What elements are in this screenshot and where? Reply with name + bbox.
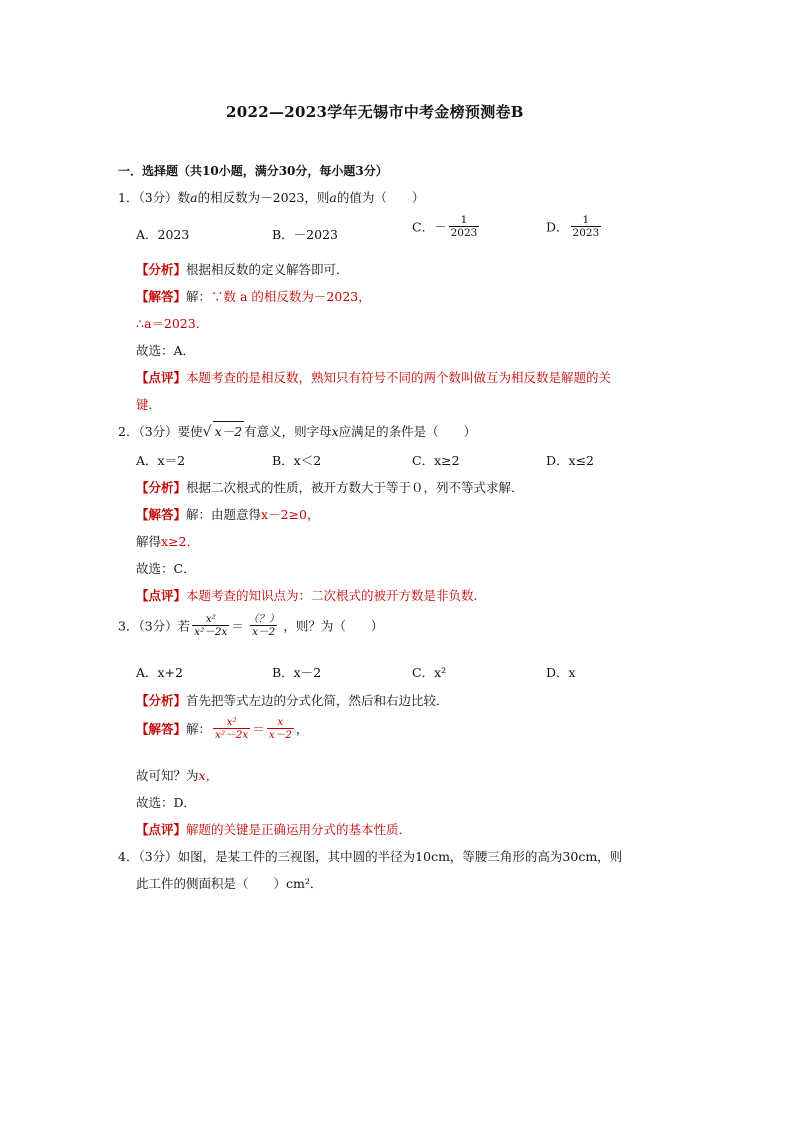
fraction-numerator: x — [277, 716, 284, 728]
answer-lead: 解： — [186, 289, 212, 304]
fraction-denominator: x－2 — [252, 626, 276, 638]
q3-eq: ＝ — [231, 618, 244, 634]
analysis-text: 根据相反数的定义解答即可． — [186, 262, 349, 277]
q2-tail-2: 应满足的条件是（ ） — [338, 424, 477, 439]
q1-option-c-fraction — [449, 214, 480, 239]
q2-option-c: C．x≥2 — [412, 453, 460, 468]
fraction-numerator: （？） — [247, 613, 280, 625]
q1-option-d-prefix: D． — [546, 219, 569, 235]
q3-option-c: C．x² — [412, 665, 447, 680]
q2-comment — [136, 586, 486, 604]
comment-tag: 【点评】 — [136, 588, 187, 603]
q1-number: 1．（3分）数 — [118, 190, 191, 205]
fraction-denominator: 2023 — [450, 227, 478, 239]
comment-text: 本题考查的知识点为：二次根式的被开方数是非负数． — [186, 588, 487, 603]
answer-tag: 【解答】 — [136, 721, 187, 737]
q2-option-a: A．x＝2 — [136, 453, 186, 468]
q1-var-a: a — [190, 190, 198, 205]
q1-tail: 的值为（ ） — [336, 190, 425, 205]
line2-red: x， — [198, 768, 219, 783]
comment-text: 本题考查的是相反数，熟知只有符号不同的两个数叫做互为相反数是解题的关 — [186, 370, 612, 385]
answer-rhs-fraction — [267, 716, 294, 741]
question-4-stem-cont: 此工件的侧面积是（ ）cm²． — [136, 876, 323, 891]
q2-number: 2．（3分）要使 — [118, 424, 203, 439]
comment-tag: 【点评】 — [136, 822, 187, 837]
q3-choice: 故选：D． — [136, 795, 197, 810]
answer-tag: 【解答】 — [136, 507, 187, 522]
q3-rhs-fraction — [246, 613, 282, 638]
question-3-stem — [118, 613, 383, 638]
fraction-numerator: x² — [226, 716, 237, 728]
answer-lhs-fraction — [213, 716, 250, 741]
q1-option-b: B．－2023 — [272, 227, 338, 242]
q1-option-d-fraction — [571, 214, 602, 239]
q3-number: 3．（3分）若 — [118, 618, 191, 634]
page-title: 2022—2023学年无锡市中考金榜预测卷B — [226, 103, 524, 121]
analysis-text: 根据二次根式的性质，被开方数大于等于０，列不等式求解． — [186, 480, 524, 495]
q3-answer-line2 — [136, 766, 218, 784]
analysis-tag: 【分析】 — [136, 480, 187, 495]
answer-eq: ＝ — [252, 721, 265, 737]
q3-comment — [136, 820, 411, 838]
fraction-denominator: x²－2x — [215, 729, 249, 741]
q3-option-d: D．x — [546, 665, 576, 680]
q1-answer-line2: ∴a＝2023． — [136, 316, 209, 331]
q3-option-a: A．x+2 — [136, 665, 184, 680]
fraction-denominator: x－2 — [268, 729, 292, 741]
q3-analysis — [136, 691, 449, 709]
q1-mid: 的相反数为－2023，则 — [197, 190, 330, 205]
q2-answer-line2 — [136, 532, 199, 550]
q1-comment-cont: 键． — [136, 397, 162, 412]
sqrt-icon: √ — [202, 424, 212, 440]
q1-answer — [136, 287, 371, 305]
q2-var-x: x — [331, 424, 339, 439]
answer-red-text: ∵数 a 的相反数为－2023， — [211, 289, 371, 304]
q2-answer — [136, 505, 319, 523]
analysis-tag: 【分析】 — [136, 693, 187, 708]
line2-lead: 故可知？为 — [136, 768, 199, 783]
answer-tag: 【解答】 — [136, 289, 187, 304]
fraction-numerator: 1 — [460, 214, 468, 226]
question-1-stem — [118, 188, 424, 206]
analysis-tag: 【分析】 — [136, 262, 187, 277]
q1-var-a2: a — [329, 190, 337, 205]
fraction-numerator: 1 — [582, 214, 590, 226]
q1-comment — [136, 368, 611, 386]
q3-tail: ，则？为（ ） — [283, 618, 384, 634]
q2-analysis — [136, 478, 524, 496]
comment-text: 解题的关键是正确运用分式的基本性质． — [186, 822, 412, 837]
q1-option-a: A．2023 — [136, 227, 190, 242]
q1-option-c-prefix: C．－ — [412, 219, 447, 235]
answer-tail: ， — [295, 721, 309, 737]
analysis-text: 首先把等式左边的分式化简，然后和右边比较． — [186, 693, 449, 708]
q2-radicand: x－2 — [213, 421, 245, 440]
answer-lead: 解：由题意得 — [186, 507, 262, 522]
q2-option-b: B．x＜2 — [272, 453, 322, 468]
q2-choice: 故选：C． — [136, 561, 196, 576]
question-2-stem — [118, 421, 476, 440]
fraction-denominator: 2023 — [572, 227, 600, 239]
q3-option-b: B．x－2 — [272, 665, 322, 680]
q3-lhs-fraction — [192, 613, 229, 638]
comment-tag: 【点评】 — [136, 370, 187, 385]
q2-option-d: D．x≤2 — [546, 453, 594, 468]
answer-red-text: x－2≥0， — [261, 507, 320, 522]
q1-option-d — [546, 214, 603, 239]
line2-red: x≥2． — [161, 534, 199, 549]
line2-lead: 解得 — [136, 534, 162, 549]
fraction-denominator: x²－2x — [194, 626, 228, 638]
q3-answer — [136, 716, 308, 741]
fraction-numerator: x² — [205, 613, 216, 625]
q1-option-c — [412, 214, 481, 239]
section-heading: 一．选择题（共10小题，满分30分，每小题3分） — [118, 164, 388, 178]
q1-analysis — [136, 260, 349, 278]
question-4-stem: 4．（3分）如图，是某工件的三视图，其中圆的半径为10cm，等腰三角形的高为30cm，则 — [118, 849, 623, 864]
q1-choice: 故选：A． — [136, 343, 196, 358]
answer-lead: 解： — [186, 721, 212, 737]
q2-tail-1: 有意义，则字母 — [244, 424, 332, 439]
